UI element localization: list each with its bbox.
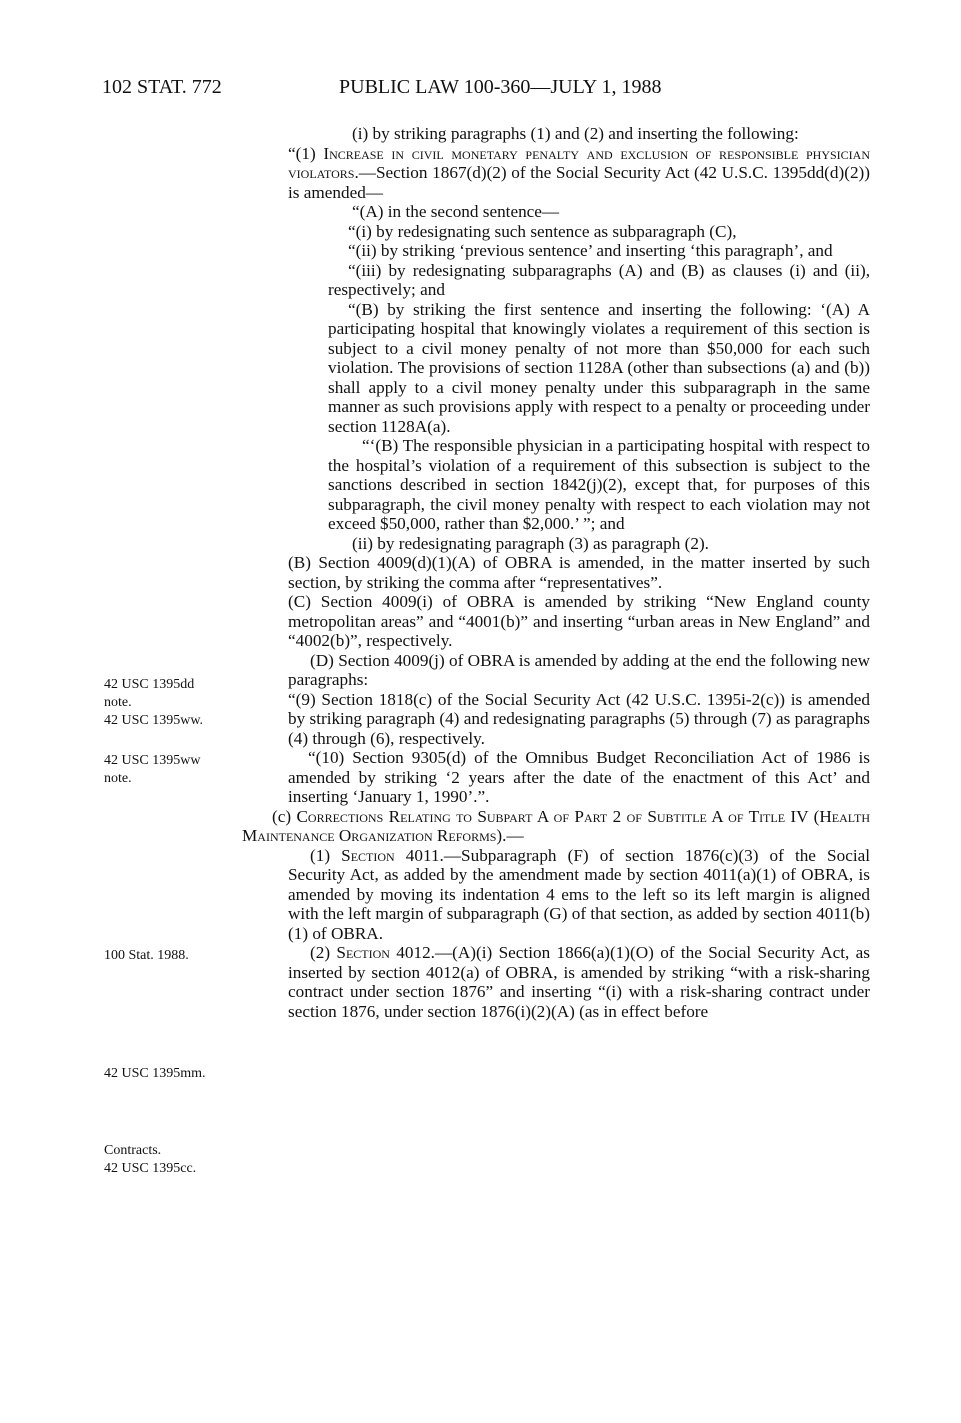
caps-heading: Increase in civil monetary penalty and exclusion of responsible physician violators. bbox=[288, 143, 870, 182]
margin-note-1395dd: 42 USC 1395dd note. 42 USC 1395ww. bbox=[104, 677, 204, 728]
caps-heading: Section 4011. bbox=[341, 845, 444, 865]
margin-note-100-stat: 100 Stat. 1988. bbox=[104, 948, 189, 963]
paragraph: “(iii) by redesignating subparagraphs (A) and (B) as clauses (i) and (ii), respectively; and bbox=[328, 260, 870, 299]
paragraph: “(B) by striking the first sentence and inserting the following: ‘(A) A participating hospital that knowingly violates a requirement of this section is subject to a civil money penalty of not more than $50,000 for each such violation. The provisions of section 1128A (other than subsections (a) and (b)) shall apply to a civil money penalty under this subparagraph in the same manner as such provisions apply with respect to a penalty or proceeding under section 1128A(a). bbox=[328, 299, 870, 436]
paragraph: “(10) Section 9305(d) of the Omnibus Budget Reconciliation Act of 1986 is amended by striking ‘2 years after the date of the enactment of this Act’ and inserting ‘January 1, 1990’.”. bbox=[288, 748, 870, 806]
running-head-title: PUBLIC LAW 100-360—JULY 1, 1988 bbox=[339, 76, 662, 98]
paragraph: “(1) Increase in civil monetary penalty and exclusion of responsible physician violators.—Section 1867(d)(2) of the Social Security Act (42 U.S.C. 1395dd(d)(2)) is amended— bbox=[288, 143, 870, 202]
paragraph: (i) by striking paragraphs (1) and (2) and inserting the following: bbox=[352, 124, 799, 143]
paragraph: (1) Section 4011.—Subparagraph (F) of section 1876(c)(3) of the Social Security Act, as added by the amendment made by section 4011(a)(1) of OBRA, is amended by moving its indentation 4 ems to the left so its left margin is aligned with the left margin of subparagraph (G) of that section, as added by section 4011(b)(1) of OBRA. bbox=[288, 845, 871, 943]
margin-note-1395ww: 42 USC 1395ww note. bbox=[104, 753, 201, 786]
paragraph: (ii) by redesignating paragraph (3) as paragraph (2). bbox=[352, 533, 709, 553]
caps-heading: Section 4012. bbox=[336, 943, 435, 962]
stat-page-number: 102 STAT. 772 bbox=[102, 76, 222, 98]
margin-note-contracts: Contracts. 42 USC 1395cc. bbox=[104, 1143, 197, 1176]
paragraph: “(9) Section 1818(c) of the Social Security Act (42 U.S.C. 1395i-2(c)) is amended by striking paragraph (4) and redesignating paragraphs (5) through (7) as paragraphs (4) through (6), respectively. bbox=[288, 689, 870, 748]
margin-note-1395mm: 42 USC 1395mm. bbox=[104, 1066, 206, 1081]
paragraph: “(ii) by striking ‘previous sentence’ and inserting ‘this paragraph’, and bbox=[348, 241, 833, 260]
paragraph: (D) Section 4009(j) of OBRA is amended by adding at the end the following new paragraphs: bbox=[288, 650, 870, 689]
paragraph: “‘(B) The responsible physician in a participating hospital with respect to the hospital’s violation of a requirement of this subsection is subject to the sanctions described in section 1842(j)(2), except that, for purposes of this subparagraph, the civil money penalty with respect to each violation may not exceed $50,000, rather than $2,000.’ ”; and bbox=[328, 436, 870, 533]
paragraph: (B) Section 4009(d)(1)(A) of OBRA is amended, in the matter inserted by such section, by striking the comma after “representatives”. bbox=[288, 553, 870, 592]
paragraph: (c) Corrections Relating to Subpart A of Part 2 of Subtitle A of Title IV (Health Maintenance Organization Reforms).— bbox=[242, 806, 870, 845]
paragraph: “(i) by redesignating such sentence as subparagraph (C), bbox=[348, 221, 737, 241]
paragraph: “(A) in the second sentence— bbox=[352, 202, 560, 221]
caps-heading: Corrections Relating to Subpart A of Part 2 of Subtitle A of Title IV (Health Maintenance Organization Reforms). bbox=[242, 806, 870, 845]
paragraph: (2) Section 4012.—(A)(i) Section 1866(a)(1)(O) of the Social Security Act, as inserted by section 4012(a) of OBRA, is amended by striking “with a risk-sharing contract under section 1876” and inserting “(i) with a risk-sharing contract under section 1876, under section 1876(i)(2)(A) (as in effect before bbox=[288, 943, 870, 1021]
paragraph: (C) Section 4009(i) of OBRA is amended by striking “New England county metropolitan areas” and “4001(b)” and inserting “urban areas in New England” and “4002(b)”, respectively. bbox=[288, 592, 870, 650]
body-text bbox=[242, 124, 871, 1021]
